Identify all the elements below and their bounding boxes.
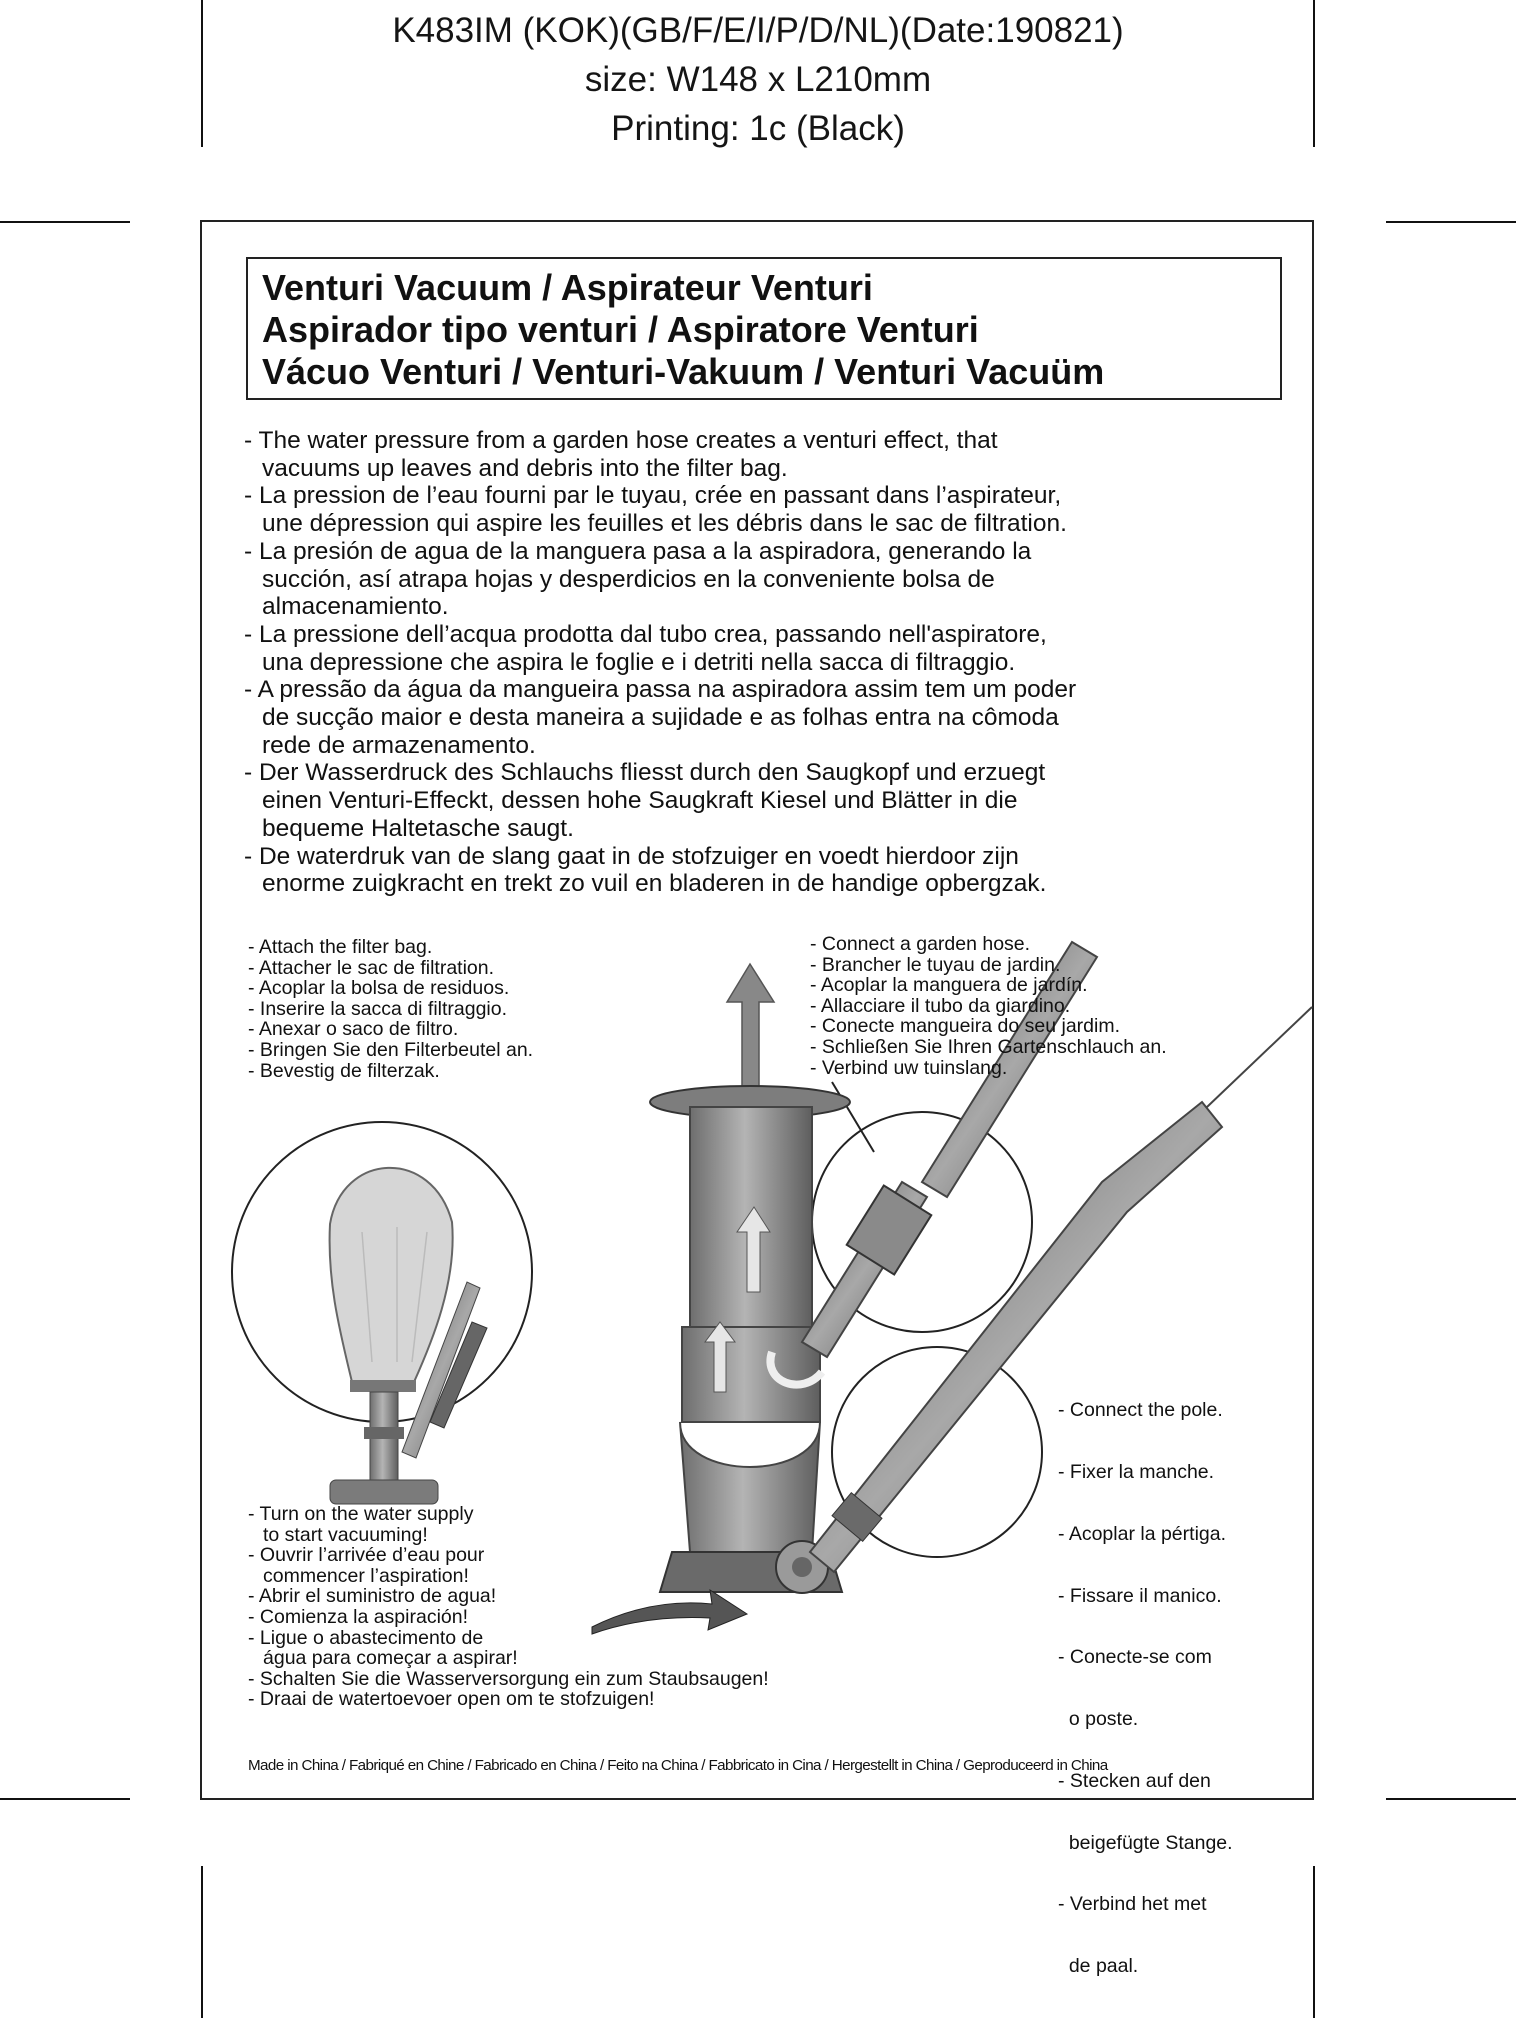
step-line: - Turn on the water supply	[248, 1503, 474, 1525]
step-line: - Attacher le sac de filtration.	[248, 956, 495, 979]
step-line: - Conecte-se com	[1058, 1646, 1212, 1669]
title-line-1: Venturi Vacuum / Aspirateur Venturi	[262, 267, 873, 308]
step-line: - Schalten Sie die Wasserversorgung ein zum Staubsaugen!	[248, 1667, 769, 1690]
step-line: - Connect a garden hose.	[810, 933, 1031, 955]
step-line: - Acoplar la pértiga.	[1058, 1522, 1227, 1545]
step-line: - Bringen Sie den Filterbeutel an.	[248, 1038, 534, 1061]
step-line: - Ligue o abastecimento de	[248, 1626, 484, 1649]
step-line: - Inserire la sacca di filtraggio.	[248, 997, 508, 1020]
step-line: beigefügte Stange.	[1058, 1831, 1233, 1854]
filter-bag-drawing	[330, 1168, 487, 1504]
hose-leader-line	[832, 1082, 874, 1152]
print-size: size: W148 x L210mm	[584, 60, 932, 99]
description-es: - La presión de agua de la manguera pasa a la aspiradora, generando la succión, así atrapa hojas y desperdicios en la conveniente bolsa de almacenamiento.	[244, 537, 1032, 621]
description	[244, 427, 1304, 898]
title-line-3: Vácuo Venturi / Venturi-Vakuum / Venturi Vacuüm	[262, 351, 1105, 392]
step-line: to start vacuuming!	[263, 1523, 428, 1546]
step-connect-garden-hose	[810, 934, 1167, 1078]
step-connect-pole	[1058, 1359, 1233, 2018]
crop-mark-left-top	[0, 221, 130, 223]
step-line: - Schließen Sie Ihren Gartenschlauch an.	[810, 1035, 1167, 1058]
step-line: commencer l’aspiration!	[263, 1564, 469, 1587]
step-line: - Anexar o saco de filtro.	[248, 1018, 459, 1041]
title-line-2: Aspirador tipo venturi / Aspiratore Venturi	[262, 309, 979, 350]
instruction-sheet	[200, 220, 1314, 1978]
crop-mark-right-top	[1386, 221, 1516, 223]
step-line: - Abrir el suministro de agua!	[248, 1585, 497, 1608]
description-nl: - De waterdruk van de slang gaat in de stofzuiger en voedt hierdoor zijn enorme zuigkracht en trekt zo vuil en bladeren in de handige opbergzak.	[244, 842, 1047, 898]
step-line: - Fixer la manche.	[1058, 1460, 1215, 1483]
step-line: - Fissare il manico.	[1058, 1584, 1222, 1607]
step-line: - Brancher le tuyau de jardin.	[810, 953, 1061, 976]
print-code: K483IM (KOK)(GB/F/E/I/P/D/NL)(Date:190821)	[392, 11, 1124, 50]
description-pt: - A pressão da água da mangueira passa na aspiradora assim tem um poder de sucção maior e desta maneira a sujidade e as folhas entra na cômoda rede de armazenamento.	[244, 676, 1077, 759]
step-line: de paal.	[1058, 1955, 1139, 1978]
step-line: - Allacciare il tubo da giardino.	[810, 994, 1071, 1017]
step-line: o poste.	[1058, 1708, 1139, 1731]
step-line: - Bevestig de filterzak.	[248, 1059, 440, 1082]
step-turn-on-water	[248, 1504, 769, 1710]
step-line: - Attach the filter bag.	[248, 936, 433, 958]
step-line: - Verbind uw tuinslang.	[810, 1056, 1008, 1079]
step-line: - Verbind het met	[1058, 1893, 1207, 1916]
description-it: - La pressione dell’acqua prodotta dal tubo crea, passando nell'aspiratore, una depressione che aspira le foglie e i detriti nella sacca di filtraggio.	[244, 620, 1047, 676]
print-colors: Printing: 1c (Black)	[611, 109, 905, 148]
crop-mark-left-bottom	[0, 1798, 130, 1800]
step-line: - Stecken auf den	[1058, 1769, 1211, 1792]
crop-mark-bottom-left	[201, 1866, 203, 2018]
made-in-china-footer: Made in China / Fabriqué en Chine / Fabricado en China / Feito na China / Fabbricato in Cina / Hergestellt in China / Geproduceerd in China	[248, 1757, 1108, 1774]
description-en: - The water pressure from a garden hose creates a venturi effect, that vacuums up leaves and debris into the filter bag.	[244, 427, 998, 482]
step-line: - Conecte mangueira do seu jardim.	[810, 1015, 1120, 1038]
step-line: água para começar a aspirar!	[263, 1647, 518, 1670]
step-line: - Ouvrir l’arrivée d’eau pour	[248, 1544, 485, 1567]
crop-mark-bottom-right	[1313, 1866, 1315, 2018]
step-line: - Acoplar la bolsa de residuos.	[248, 977, 510, 1000]
step-line: - Comienza la aspiración!	[248, 1605, 469, 1628]
crop-mark-right-bottom	[1386, 1798, 1516, 1800]
step-line: - Draai de watertoevoer open om te stofzuigen!	[248, 1688, 655, 1711]
step-line: - Acoplar la manguera de jardín.	[810, 974, 1088, 997]
print-header	[0, 6, 1516, 153]
description-de: - Der Wasserdruck des Schlauchs fliesst durch den Saugkopf und erzuegt einen Venturi-Effeckt, dessen hohe Saugkraft Kiesel und Blätter in die bequeme Haltetasche saugt.	[244, 759, 1046, 842]
step-line: - Connect the pole.	[1058, 1399, 1223, 1422]
description-fr: - La pression de l’eau fourni par le tuyau, crée en passant dans l’aspirateur, une dépression qui aspire les feuilles et les débris dans le sac de filtration.	[244, 482, 1067, 538]
step-attach-filter-bag	[248, 937, 533, 1081]
title-box	[246, 257, 1282, 400]
up-arrow-icon	[727, 964, 774, 1102]
